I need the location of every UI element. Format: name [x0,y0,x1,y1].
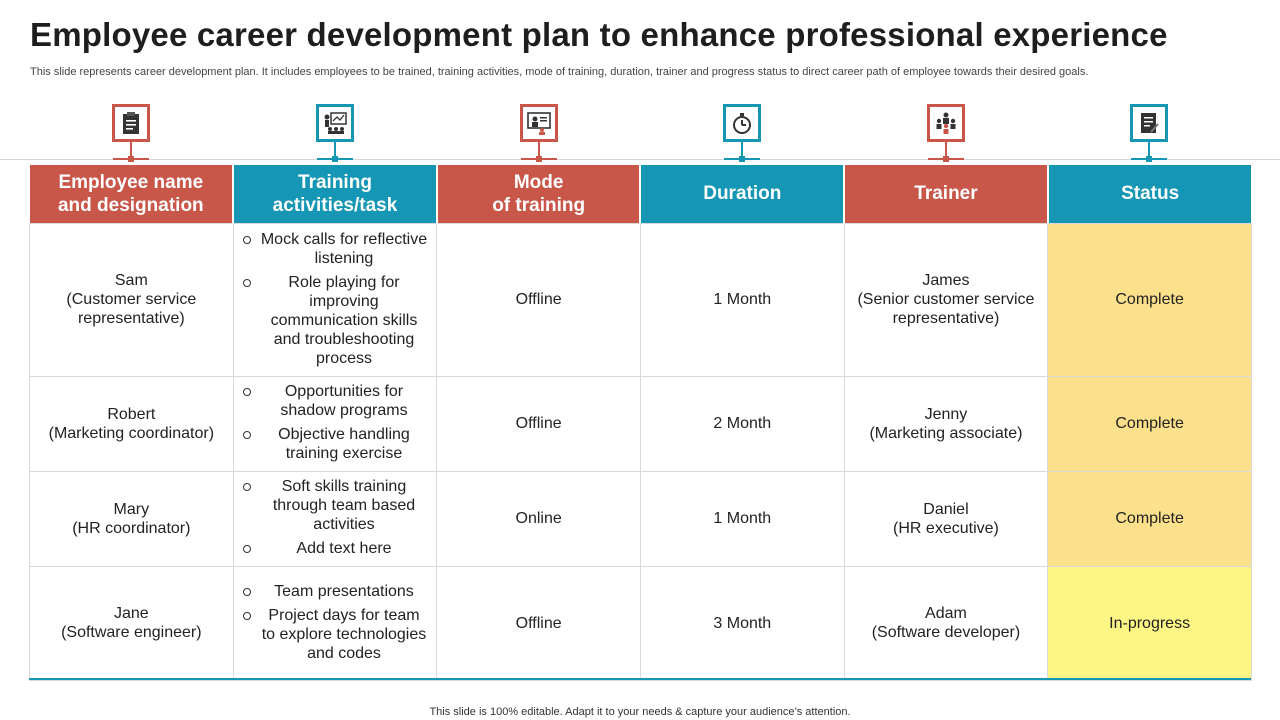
trainer-cell: Jenny (Marketing associate) [844,376,1048,471]
header-trainer: Trainer [844,165,1048,223]
task-item: Opportunities for shadow programs [242,382,429,420]
presentation-icon [316,104,354,142]
team-icon [927,104,965,142]
clipboard-icon [112,104,150,142]
stopwatch-icon [723,104,761,142]
header-training: Training activities/task [233,165,437,223]
task-item: Soft skills training through team based activities [242,477,429,534]
icon-marker-mode [437,104,641,166]
document-icon [1130,104,1168,142]
icon-marker-trainer [844,104,1048,166]
tasks-cell [233,223,437,376]
table-row [30,376,1252,471]
header-employee: Employee name and designation [30,165,234,223]
career-plan-table [29,165,1252,681]
online-training-icon [520,104,558,142]
trainer-cell: Daniel (HR executive) [844,471,1048,566]
table-bottom-rule [29,678,1251,680]
employee-cell: Jane (Software engineer) [30,566,234,680]
slide-title: Employee career development plan to enhance professional experience [30,16,1168,53]
header-mode: Mode of training [437,165,641,223]
tasks-cell [233,566,437,680]
tasks-cell [233,376,437,471]
employee-cell: Sam (Customer service representative) [30,223,234,376]
task-item: Mock calls for reflective listening [242,230,429,268]
header-duration: Duration [640,165,844,223]
table-header-row [30,165,1252,223]
task-item: Team presentations [242,582,429,601]
employee-cell: Mary (HR coordinator) [30,471,234,566]
icon-marker-employee [29,104,233,166]
slide-subtitle: This slide represents career development plan. It includes employees to be trained, training activities, mode of training, duration, trainer and progress status to direct career path of employee towards their desired goals. [30,66,1089,78]
mode-cell: Offline [437,566,641,680]
status-cell: In-progress [1048,566,1252,680]
table-row [30,471,1252,566]
mode-cell: Offline [437,223,641,376]
tasks-cell [233,471,437,566]
table-row [30,223,1252,376]
duration-cell: 2 Month [640,376,844,471]
trainer-cell: Adam (Software developer) [844,566,1048,680]
slide-footer: This slide is 100% editable. Adapt it to your needs & capture your audience’s attention. [429,706,851,718]
duration-cell: 1 Month [640,223,844,376]
task-item: Objective handling training exercise [242,425,429,463]
task-item: Add text here [242,539,429,558]
icon-marker-duration [640,104,844,166]
mode-cell: Online [437,471,641,566]
icon-marker-training [233,104,437,166]
icon-marker-status [1047,104,1251,166]
task-item: Project days for team to explore technologies and codes [242,606,429,663]
mode-cell: Offline [437,376,641,471]
employee-cell: Robert (Marketing coordinator) [30,376,234,471]
duration-cell: 1 Month [640,471,844,566]
header-status: Status [1048,165,1252,223]
task-item: Role playing for improving communication skills and troubleshooting process [242,273,429,368]
table-row [30,566,1252,680]
duration-cell: 3 Month [640,566,844,680]
status-cell: Complete [1048,471,1252,566]
status-cell: Complete [1048,223,1252,376]
trainer-cell: James (Senior customer service representative) [844,223,1048,376]
status-cell: Complete [1048,376,1252,471]
